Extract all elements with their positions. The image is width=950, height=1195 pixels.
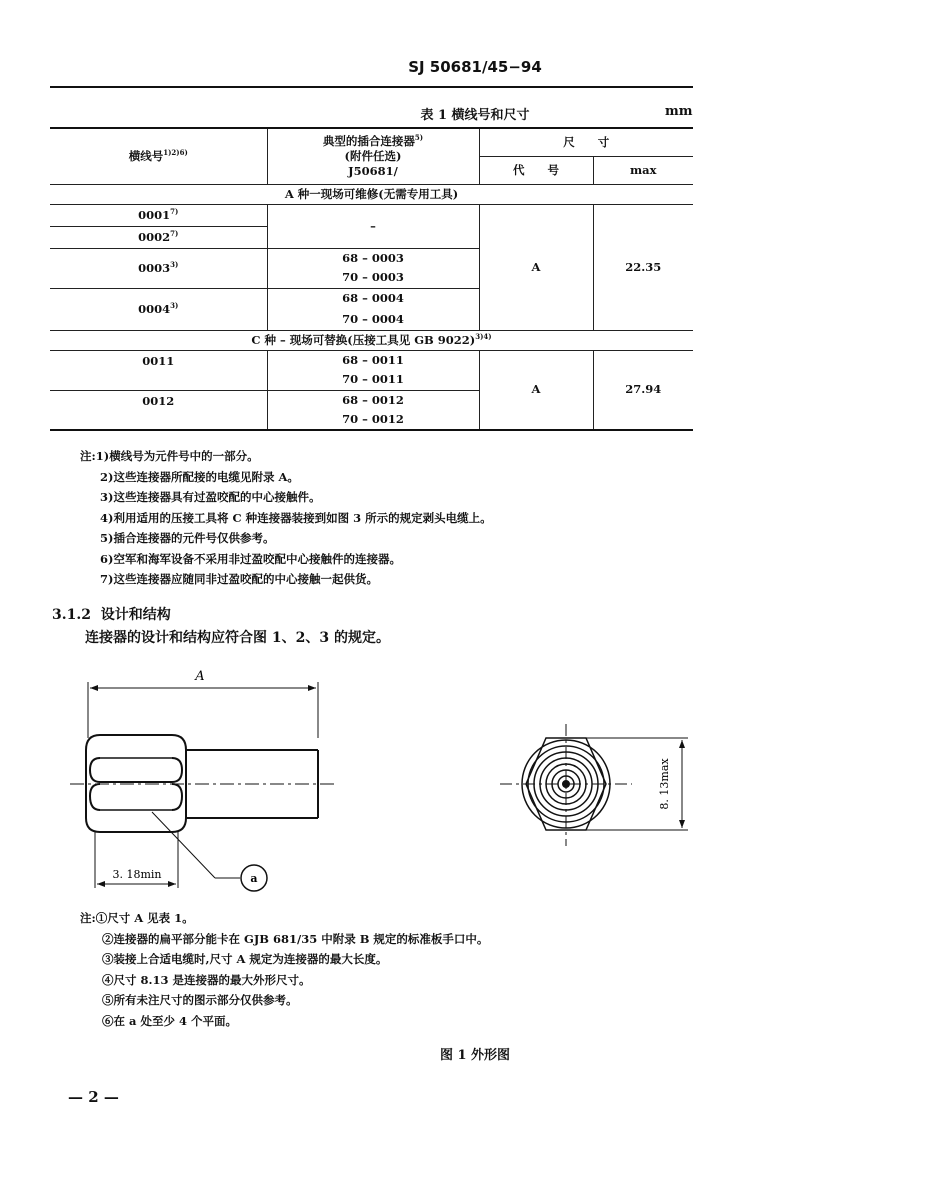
figure-note: ④尺寸 8.13 是连接器的最大外形尺寸。 <box>102 972 311 987</box>
table-cell-connector: 68 – 0012 <box>267 390 479 410</box>
table-cell-max-a: 22.35 <box>593 204 693 330</box>
col-header-dash: 横线号$^{1)2)6)}$ <box>50 128 267 184</box>
table-note: 7)这些连接器应随同非过盈咬配的中心接触一起供货。 <box>100 572 378 586</box>
section-heading <box>52 604 171 624</box>
section-number: 3.1.2 <box>52 607 91 623</box>
figure-note: ③装接上合适电缆时,尺寸 A 规定为连接器的最大长度。 <box>102 952 388 966</box>
figure-note: ②连接器的扁平部分能卡在 GJB 681/35 中附录 B 规定的标准板手口中。 <box>102 931 489 946</box>
section-title: 设计和结构 <box>100 607 171 623</box>
table-note: 5)插合连接器的元件号仅供参考。 <box>100 531 275 545</box>
table-row: 0012 <box>50 390 267 430</box>
callout-a-label: a <box>250 872 258 885</box>
outline-drawing <box>0 660 950 900</box>
table-cell-connector: 70 – 0004 <box>267 309 479 330</box>
table-note: 6)空军和海军设备不采用非过盈咬配中心接触件的连接器。 <box>100 551 401 566</box>
table-cell-code-c: A <box>479 350 593 430</box>
dimension-max-label: 8. 13max <box>658 758 671 810</box>
table-unit: mm <box>665 104 693 119</box>
table-cell-connector: 70 – 0011 <box>267 370 479 390</box>
document-header: SJ 50681/45−94 <box>408 58 542 76</box>
table-caption: 表 1 横线号和尺寸 <box>420 108 530 123</box>
header-rule <box>50 86 693 88</box>
table-row: 0004$^{3)}$ <box>50 288 267 330</box>
figure-note: 注:①尺寸 A 见表 1。 <box>80 911 194 925</box>
table-row: 0001$^{7)}$ <box>50 204 267 226</box>
table-notes <box>80 446 492 590</box>
col-header-connector: 典型的插合连接器$^{5)}$ (附件任选) J50681/ <box>267 128 479 184</box>
table-cell-connector: 68 – 0011 <box>267 350 479 370</box>
table-cell-code-a: A <box>479 204 593 330</box>
col-header-dimensions: 尺 寸 <box>479 128 693 156</box>
dimension-a-label: A <box>195 669 205 684</box>
col-header-max: max <box>593 156 693 184</box>
table-note: 注:1)横线号为元件号中的一部分。 <box>80 449 259 463</box>
table-cell-connector: 68 – 0004 <box>267 288 479 309</box>
figure-caption: 图 1 外形图 <box>439 1048 511 1063</box>
section-a-header: A 种一现场可维修(无需专用工具) <box>50 184 693 204</box>
figure-note: ⑤所有未注尺寸的图示部分仅供参考。 <box>102 993 298 1007</box>
dash-number-table <box>50 127 693 431</box>
table-row: 0002$^{7)}$ <box>50 226 267 248</box>
table-cell-connector: 68 – 0003 <box>267 248 479 268</box>
table-note: 2)这些连接器所配接的电缆见附录 A。 <box>100 469 299 484</box>
table-row: 0003$^{3)}$ <box>50 248 267 288</box>
table-note: 4)利用适用的压接工具将 C 种连接器装接到如图 3 所示的规定剥头电缆上。 <box>100 510 492 525</box>
table-cell-max-c: 27.94 <box>593 350 693 430</box>
table-cell-connector: 70 – 0003 <box>267 268 479 288</box>
page-number: — 2 — <box>68 1088 119 1106</box>
section-c-header: C 种 – 现场可替换(压接工具见 GB 9022)$^{3)4)}$ <box>50 330 693 350</box>
table-cell-dash: – <box>267 204 479 248</box>
figure-note: ⑥在 a 处至少 4 个平面。 <box>102 1013 237 1028</box>
table-cell-connector: 70 – 0012 <box>267 410 479 430</box>
table-row: 0011 <box>50 350 267 390</box>
dimension-min-label: 3. 18min <box>112 868 162 881</box>
figure-notes <box>80 908 488 1031</box>
table-note: 3)这些连接器具有过盈咬配的中心接触件。 <box>100 490 321 504</box>
section-paragraph: 连接器的设计和结构应符合图 1、2、3 的规定。 <box>85 630 390 646</box>
col-header-code: 代 号 <box>479 156 593 184</box>
